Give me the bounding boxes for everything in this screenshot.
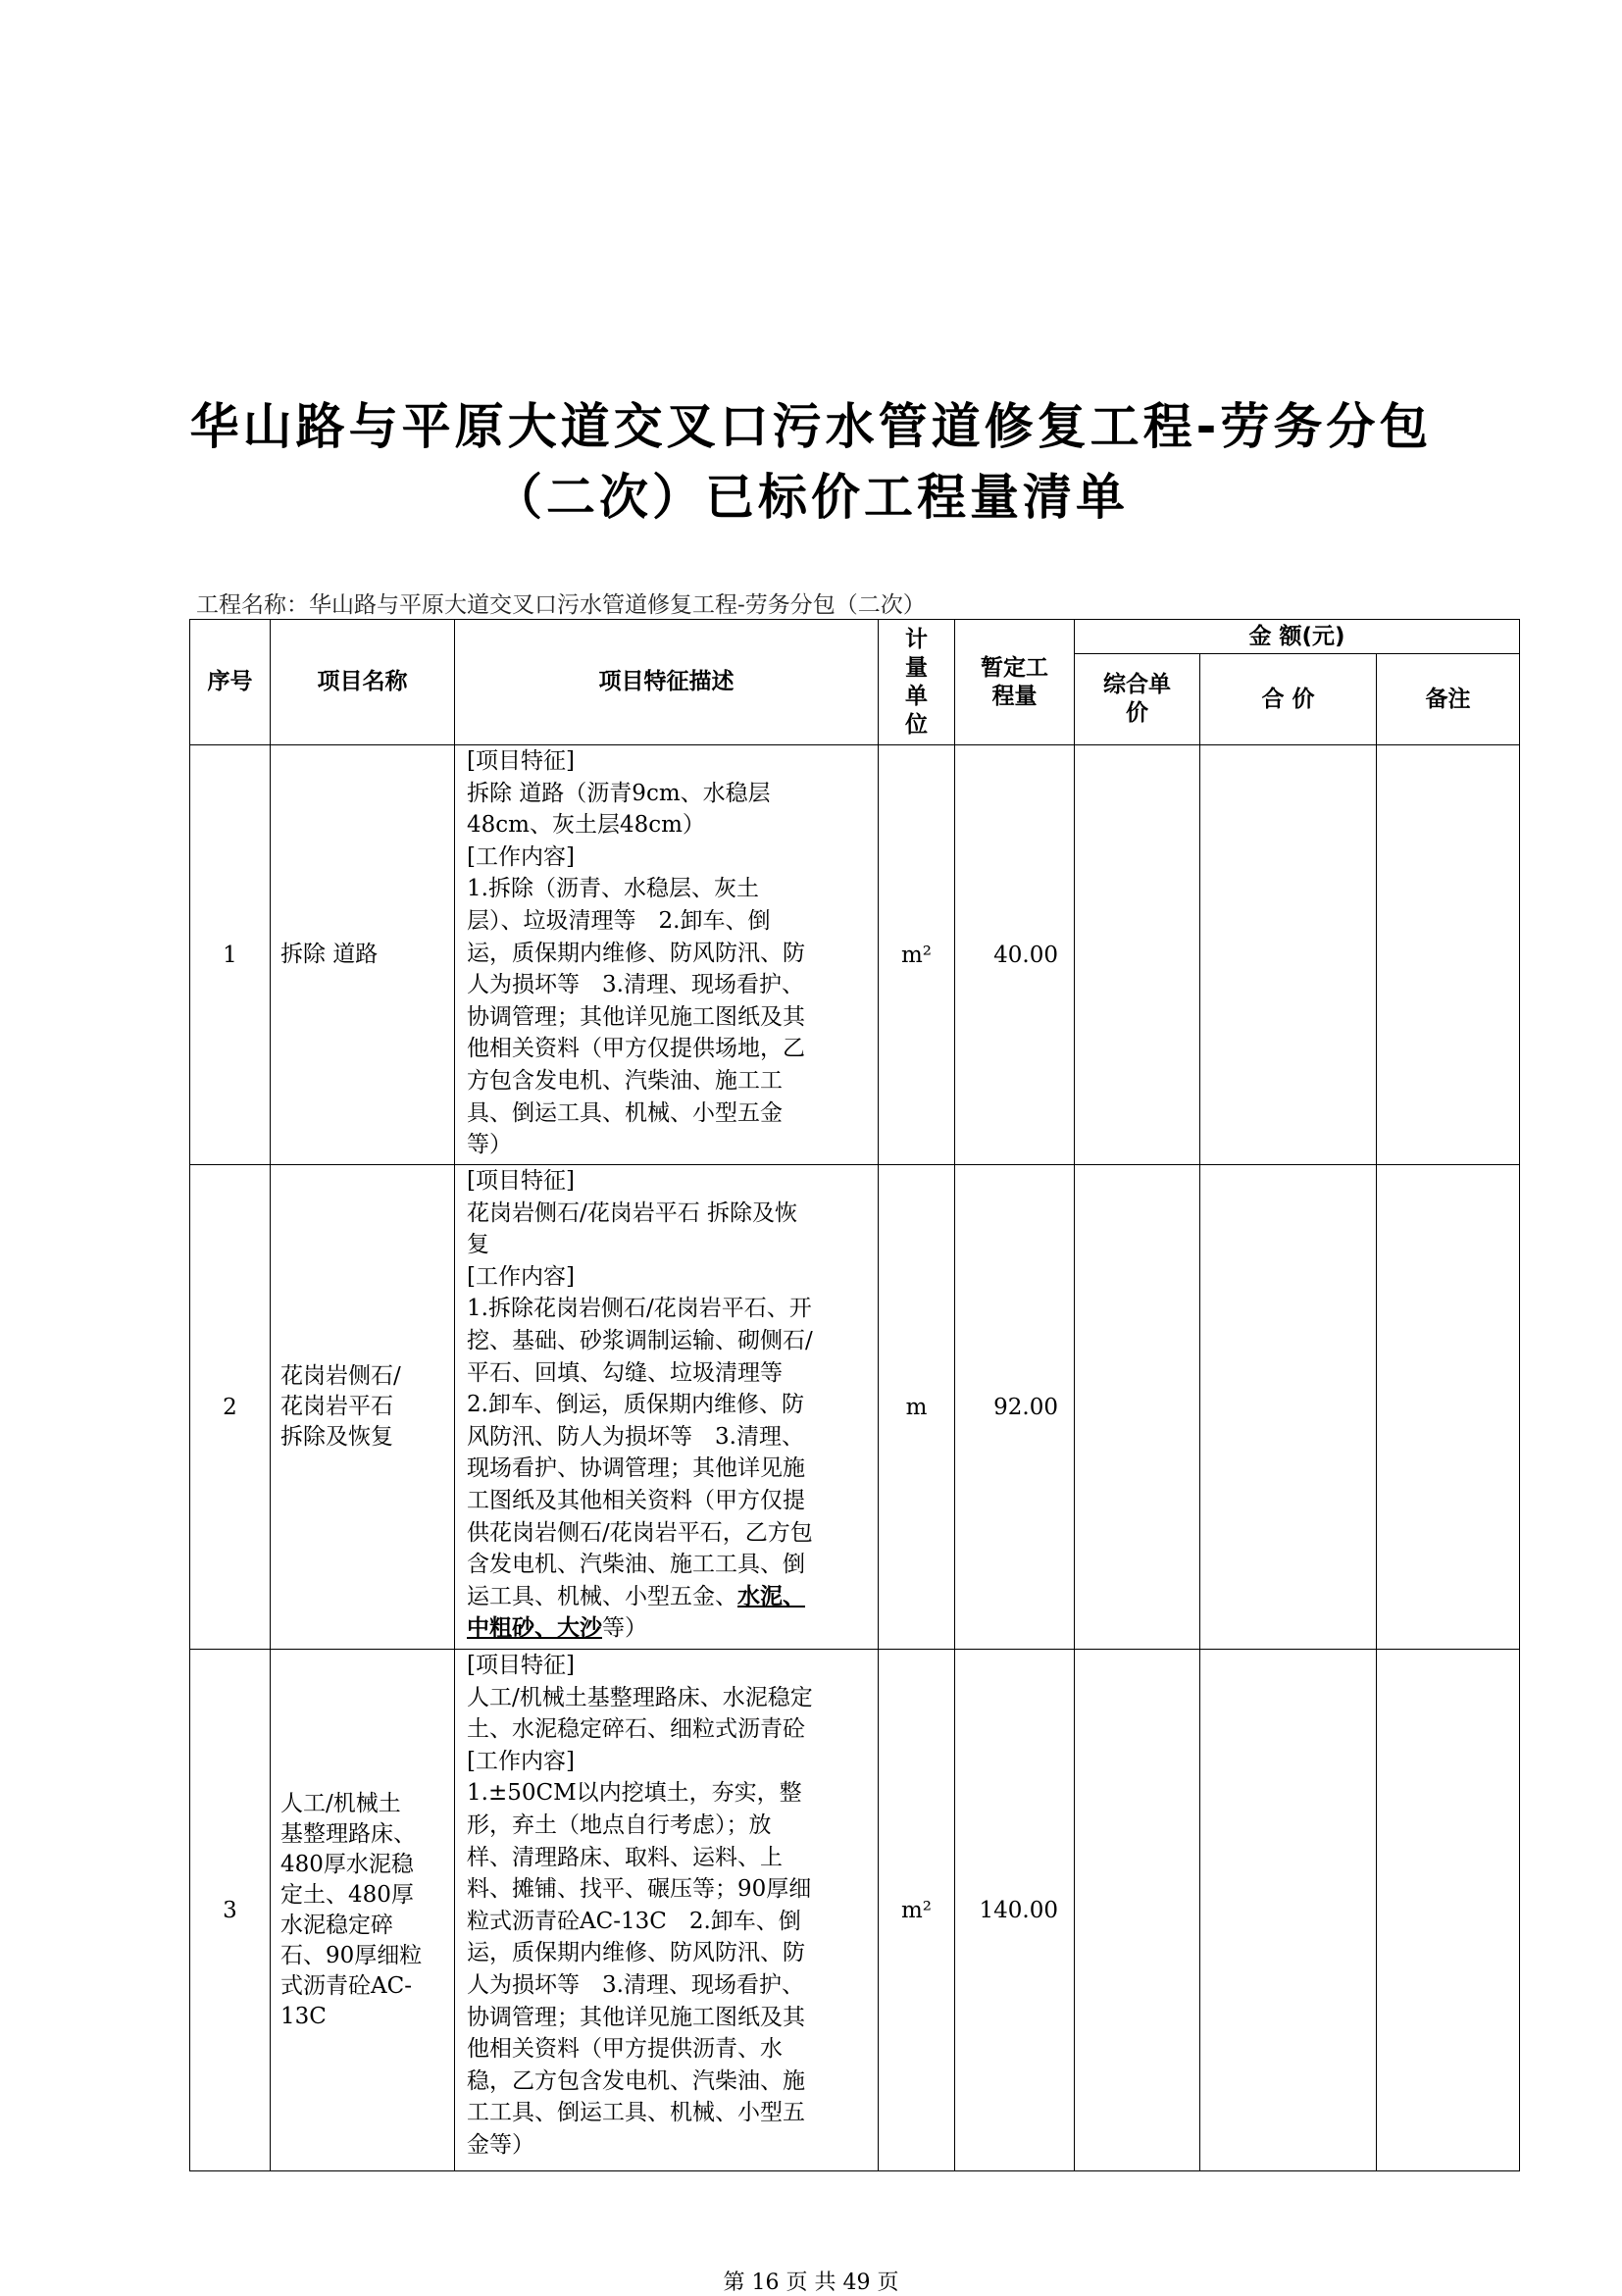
cell-qty: 92.00 bbox=[955, 1165, 1075, 1650]
header-unit bbox=[879, 620, 955, 745]
name-line: 花岗岩平石 bbox=[280, 1394, 393, 1419]
desc-line: 1.±50CM以内挖填土，夯实，整 bbox=[467, 1780, 802, 1807]
header-note: 备注 bbox=[1377, 654, 1520, 745]
desc-line: 等） bbox=[467, 1132, 512, 1158]
cell-name bbox=[271, 745, 455, 1165]
desc-line: 方包含发电机、汽柴油、施工工 bbox=[467, 1067, 783, 1094]
table-row bbox=[190, 1165, 1520, 1650]
desc-line: 1.拆除（沥青、水稳层、灰土 bbox=[467, 876, 759, 902]
desc-line: 样、清理路床、取料、运料、上 bbox=[467, 1844, 783, 1870]
header-unit-price-line: 综合单 bbox=[1103, 672, 1171, 697]
desc-text: 运工具、机械、小型五金、 bbox=[467, 1583, 737, 1609]
name-line: 定土、480厚 bbox=[280, 1881, 414, 1908]
cell-desc bbox=[455, 1165, 879, 1650]
cell-total bbox=[1200, 1650, 1377, 2171]
cell-unit: m² bbox=[879, 745, 955, 1165]
name-line: 拆除 道路 bbox=[280, 942, 379, 967]
header-unit-line: 计 bbox=[905, 626, 928, 652]
name-line: 花岗岩侧石/ bbox=[280, 1363, 401, 1389]
header-qty-line: 暂定工 bbox=[981, 654, 1048, 681]
desc-line: 花岗岩侧石/花岗岩平石 拆除及恢 bbox=[467, 1199, 798, 1226]
cell-unit-price bbox=[1075, 1165, 1200, 1650]
cell-total bbox=[1200, 1165, 1377, 1650]
header-unit-line: 量 bbox=[905, 654, 928, 681]
desc-line: 平石、回填、勾缝、垃圾清理等 bbox=[467, 1359, 783, 1386]
table-row bbox=[190, 1650, 1520, 2171]
desc-line: 土、水泥稳定碎石、细粒式沥青砼 bbox=[467, 1716, 805, 1743]
desc-line: 料、摊铺、找平、碾压等；90厚细 bbox=[467, 1876, 812, 1903]
desc-line: 1.拆除花岗岩侧石/花岗岩平石、开 bbox=[467, 1296, 812, 1322]
desc-line: 层）、垃圾清理等 2.卸车、倒 bbox=[467, 907, 771, 934]
desc-line: 供花岗岩侧石/花岗岩平石，乙方包 bbox=[467, 1519, 813, 1546]
name-line: 480厚水泥稳 bbox=[280, 1851, 414, 1877]
name-line: 13C bbox=[280, 2003, 327, 2029]
desc-line: 复 bbox=[467, 1232, 489, 1258]
desc-line: 含发电机、汽柴油、施工工具、倒 bbox=[467, 1552, 805, 1578]
header-seq: 序号 bbox=[190, 620, 271, 745]
desc-line: 具、倒运工具、机械、小型五金 bbox=[467, 1099, 783, 1126]
cell-unit-price bbox=[1075, 745, 1200, 1165]
desc-line: 人为损坏等 3.清理、现场看护、 bbox=[467, 972, 804, 998]
desc-line: 人工/机械土基整理路床、水泥稳定 bbox=[467, 1684, 813, 1710]
document-title-line1: 华山路与平原大道交叉口污水管道修复工程-劳务分包 bbox=[189, 398, 1433, 455]
bill-of-quantities-table bbox=[189, 619, 1520, 2171]
header-unit-price bbox=[1075, 654, 1200, 745]
cell-unit: m² bbox=[879, 1650, 955, 2171]
desc-line: 稳，乙方包含发电机、汽柴油、施 bbox=[467, 2067, 805, 2094]
desc-emphasis: 中粗砂、大沙 bbox=[467, 1614, 602, 1642]
header-qty-line: 程量 bbox=[991, 683, 1038, 709]
desc-line: 风防汛、防人为损坏等 3.清理、 bbox=[467, 1423, 804, 1450]
desc-line bbox=[467, 1612, 868, 1645]
header-unit-line: 位 bbox=[905, 711, 928, 738]
desc-line: 他相关资料（甲方提供沥青、水 bbox=[467, 2036, 783, 2063]
desc-line: 现场看护、协调管理；其他详见施 bbox=[467, 1455, 805, 1482]
desc-line: 运，质保期内维修、防风防汛、防 bbox=[467, 940, 805, 966]
desc-line: 粒式沥青砼AC-13C 2.卸车、倒 bbox=[467, 1908, 801, 1934]
header-name: 项目名称 bbox=[271, 620, 455, 745]
desc-line: 工工具、倒运工具、机械、小型五 bbox=[467, 2100, 805, 2126]
desc-line: [工作内容] bbox=[467, 1263, 575, 1290]
header-amount: 金 额(元) bbox=[1075, 620, 1520, 654]
desc-line: 挖、基础、砂浆调制运输、砌侧石/ bbox=[467, 1327, 813, 1353]
table-row bbox=[190, 745, 1520, 1165]
desc-line: 协调管理；其他详见施工图纸及其 bbox=[467, 1003, 805, 1030]
desc-line: [项目特征] bbox=[467, 748, 575, 774]
desc-line: [工作内容] bbox=[467, 1748, 575, 1774]
cell-unit: m bbox=[879, 1165, 955, 1650]
desc-line: [项目特征] bbox=[467, 1653, 575, 1678]
header-desc: 项目特征描述 bbox=[455, 620, 879, 745]
desc-line: 人为损坏等 3.清理、现场看护、 bbox=[467, 1971, 804, 1998]
desc-line: 协调管理；其他详见施工图纸及其 bbox=[467, 2004, 805, 2030]
cell-desc bbox=[455, 745, 879, 1165]
desc-text: 等） bbox=[602, 1615, 647, 1642]
cell-seq: 2 bbox=[190, 1165, 271, 1650]
desc-line: 拆除 道路（沥青9cm、水稳层 bbox=[467, 780, 771, 806]
name-line: 人工/机械土 bbox=[280, 1790, 401, 1816]
cell-total bbox=[1200, 745, 1377, 1165]
name-line: 石、90厚细粒 bbox=[280, 1942, 423, 1968]
cell-note bbox=[1377, 1650, 1520, 2171]
cell-note bbox=[1377, 745, 1520, 1165]
cell-unit-price bbox=[1075, 1650, 1200, 2171]
desc-line: 运，质保期内维修、防风防汛、防 bbox=[467, 1940, 805, 1966]
cell-seq: 1 bbox=[190, 745, 271, 1165]
desc-emphasis: 水泥、 bbox=[737, 1582, 805, 1609]
cell-desc bbox=[455, 1650, 879, 2171]
header-unit-line: 单 bbox=[905, 683, 928, 709]
desc-line: 48cm、灰土层48cm） bbox=[467, 812, 705, 839]
desc-line: [项目特征] bbox=[467, 1168, 575, 1194]
cell-name bbox=[271, 1650, 455, 2171]
page-number: 第 16 页 共 49 页 bbox=[723, 2270, 899, 2295]
desc-line: 形，弃土（地点自行考虑）；放 bbox=[467, 1811, 772, 1838]
header-qty bbox=[955, 620, 1075, 745]
name-line: 基整理路床、 bbox=[280, 1820, 416, 1847]
desc-line: 金等） bbox=[467, 2131, 534, 2158]
desc-line: 2.卸车、倒运，质保期内维修、防 bbox=[467, 1392, 804, 1418]
cell-name bbox=[271, 1165, 455, 1650]
header-unit-price-line: 价 bbox=[1126, 700, 1148, 726]
name-line: 式沥青砼AC- bbox=[280, 1972, 412, 1999]
header-total: 合 价 bbox=[1200, 654, 1377, 745]
desc-line: 工图纸及其他相关资料（甲方仅提 bbox=[467, 1487, 805, 1513]
name-line: 水泥稳定碎 bbox=[280, 1912, 393, 1938]
desc-line: 他相关资料（甲方仅提供场地，乙 bbox=[467, 1036, 805, 1062]
desc-line bbox=[467, 1581, 868, 1613]
project-name-label: 工程名称：华山路与平原大道交叉口污水管道修复工程-劳务分包（二次） bbox=[196, 592, 926, 618]
cell-note bbox=[1377, 1165, 1520, 1650]
cell-qty: 40.00 bbox=[955, 745, 1075, 1165]
cell-qty: 140.00 bbox=[955, 1650, 1075, 2171]
desc-line: [工作内容] bbox=[467, 843, 575, 870]
cell-seq: 3 bbox=[190, 1650, 271, 2171]
document-title-line2: （二次）已标价工程量清单 bbox=[493, 469, 1129, 526]
name-line: 拆除及恢复 bbox=[280, 1424, 393, 1450]
